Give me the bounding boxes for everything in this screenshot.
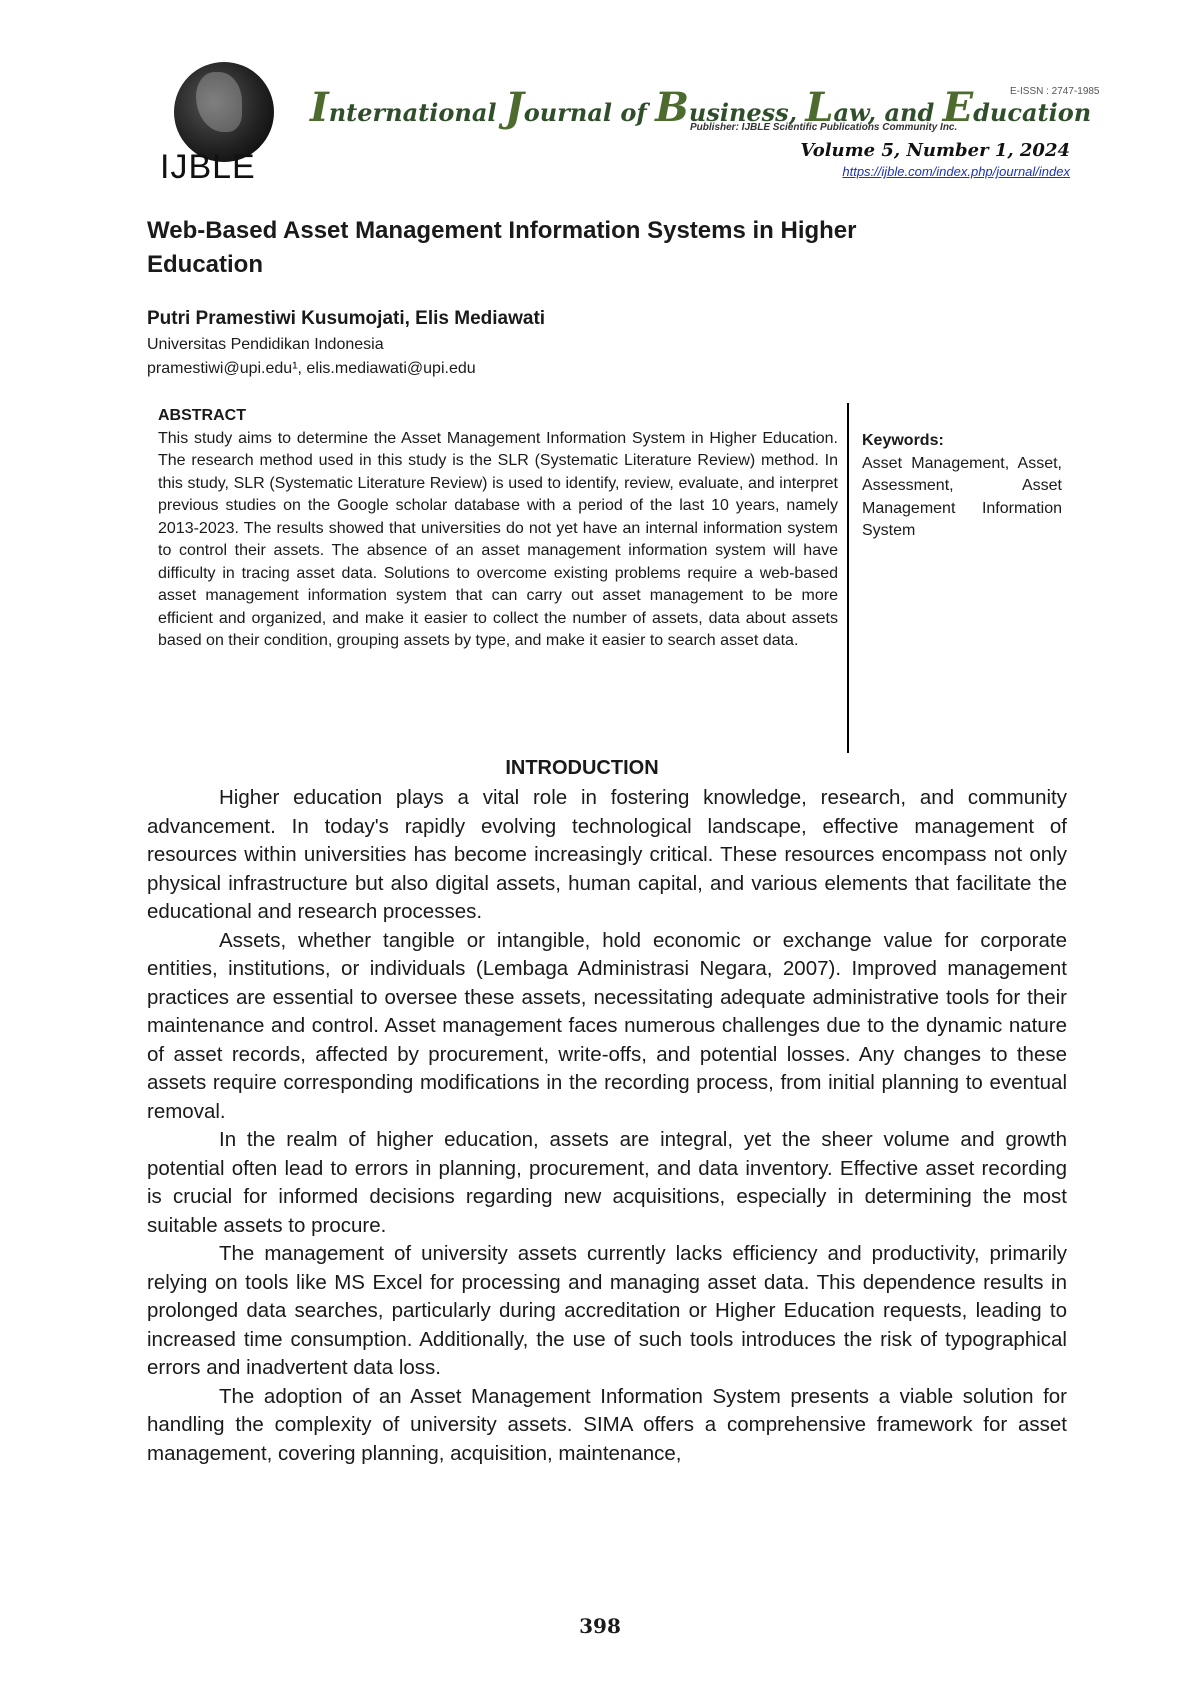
journal-logo	[160, 62, 290, 186]
journal-link[interactable]: https://ijble.com/index.php/journal/index	[842, 164, 1070, 179]
journal-title-part: aw, and	[833, 98, 943, 127]
journal-title-part: J	[504, 84, 524, 131]
page-number: 398	[579, 1614, 621, 1638]
paragraph: In the realm of higher education, assets are integral, yet the sheer volume and growth potential often lead to errors in planning, procurement, and data inventory. Effective asset recording is crucial for informed decisions regarding new acquisitions, especially in determining the most suitable assets to procure.	[147, 1128, 1067, 1237]
journal-title-part: ducation	[973, 98, 1092, 127]
paragraph: The management of university assets currently lacks efficiency and productivity, primarily relying on tools like MS Excel for processing and managing asset data. This dependence results in prolonged data searches, particularly during accreditation or Higher Education requests, leading to increased time consumption. Additionally, the use of such tools introduces the risk of typographical errors and inadvertent data loss.	[147, 1242, 1067, 1379]
keywords-section	[862, 430, 1062, 543]
column-divider	[847, 403, 849, 753]
article-title: Web-Based Asset Management Information Systems in Higher Education	[147, 217, 857, 278]
section-heading-text: INTRODUCTION	[505, 757, 659, 779]
publisher-line: Publisher: IJBLE Scientific Publications Community Inc.	[690, 122, 958, 133]
author-list: Putri Pramestiwi Kusumojati, Elis Mediawati	[147, 308, 546, 329]
abstract-text: This study aims to determine the Asset Management Information System in Higher Education. The research method used in this study is the SLR (Systematic Literature Review) method. In this study, SLR (Systematic Literature Review) is used to identify, review, evaluate, and interpret previous studies on the Google scholar database with a period of the last 10 years, namely 2013-2023. The results showed that universities do not yet have an internal information system to control their assets. The absence of an asset management information system will have difficulty in tracing asset data. Solutions to overcome existing problems require a web-based asset management information system that can carry out asset management to be more efficient and organized, and make it easier to collect the number of assets, data about assets based on their condition, grouping assets by type, and make it easier to search asset data.	[158, 429, 838, 649]
keywords-heading: Keywords:	[862, 432, 944, 449]
issn: E-ISSN : 2747-1985	[1010, 86, 1100, 97]
abstract-section	[158, 405, 838, 653]
affiliation: Universitas Pendidikan Indonesia	[147, 336, 384, 353]
author-emails: pramestiwi@upi.edu¹, elis.mediawati@upi.edu	[147, 360, 476, 377]
logo-text: IJBLE	[160, 148, 256, 186]
introduction-body	[147, 784, 1067, 1468]
paragraph: Higher education plays a vital role in fostering knowledge, research, and community advancement. In today's rapidly evolving technological landscape, effective management of resources within universities has become increasingly critical. These resources encompass not only physical infrastructure but also digital assets, human capital, and various elements that facilitate the educational and research processes.	[147, 786, 1067, 923]
paragraph: Assets, whether tangible or intangible, hold economic or exchange value for corporate entities, institutions, or individuals (Lembaga Administrasi Negara, 2007). Improved management practices are essential to oversee these assets, necessitating adequate administrative tools for their maintenance and control. Asset management faces numerous challenges due to the dynamic nature of asset records, affected by procurement, write-offs, and potential losses. Any changes to these assets require corresponding modifications in the recording process, from initial planning to eventual removal.	[147, 928, 1067, 1123]
globe-icon	[174, 62, 274, 162]
journal-title-part: L	[805, 84, 834, 131]
volume-info: Volume 5, Number 1, 2024	[800, 140, 1070, 161]
abstract-heading: ABSTRACT	[158, 407, 246, 424]
journal-title-part: ournal of	[523, 98, 656, 127]
paragraph: The adoption of an Asset Management Information System presents a viable solution for handling the complexity of university assets. SIMA offers a comprehensive framework for asset management, covering planning, acquisition, maintenance,	[147, 1384, 1067, 1465]
section-heading-introduction	[0, 757, 1200, 780]
journal-title-part: usiness,	[688, 98, 806, 127]
journal-title-part: I	[310, 84, 329, 131]
keywords-text: Asset Management, Asset, Assessment, Asset Management Information System	[862, 454, 1062, 539]
journal-title-part: E	[942, 84, 974, 131]
journal-title-part: B	[655, 84, 689, 131]
journal-title-part: nternational	[328, 98, 505, 127]
